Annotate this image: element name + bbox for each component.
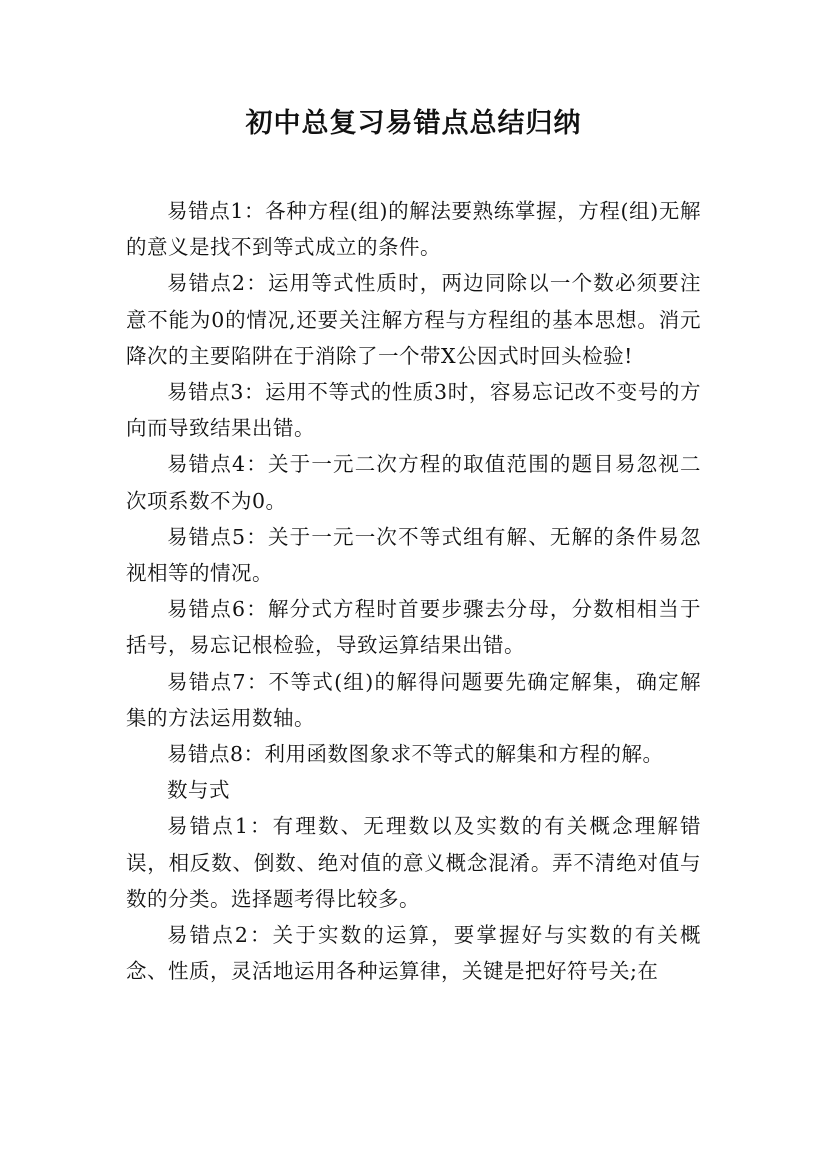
paragraph: 易错点5：关于一元一次不等式组有解、无解的条件易忽视相等的情况。 bbox=[126, 524, 701, 586]
paragraph: 易错点1：各种方程(组)的解法要熟练掌握，方程(组)无解的意义是找不到等式成立的条件。 bbox=[126, 199, 701, 260]
section-heading: 数与式 bbox=[167, 778, 230, 803]
paragraph: 易错点4：关于一元二次方程的取值范围的题目易忽视二次项系数不为0。 bbox=[126, 452, 701, 513]
document-body bbox=[126, 193, 701, 989]
paragraph: 易错点7：不等式(组)的解得问题要先确定解集，确定解集的方法运用数轴。 bbox=[126, 669, 701, 730]
paragraph: 易错点3：运用不等式的性质3时，容易忘记改不变号的方向而导致结果出错。 bbox=[126, 380, 701, 441]
paragraph: 易错点2：关于实数的运算，要掌握好与实数的有关概念、性质，灵活地运用各种运算律，关键是把好符号关;在 bbox=[126, 923, 701, 984]
paragraph: 易错点8：利用函数图象求不等式的解集和方程的解。 bbox=[167, 742, 664, 767]
paragraph: 易错点6：解分式方程时首要步骤去分母，分数相相当于括号，易忘记根检验，导致运算结果出错。 bbox=[126, 597, 701, 658]
paragraph: 易错点1：有理数、无理数以及实数的有关概念理解错误，相反数、倒数、绝对值的意义概念混淆。弄不清绝对值与数的分类。选择题考得比较多。 bbox=[126, 814, 701, 911]
paragraph: 易错点2：运用等式性质时，两边同除以一个数必须要注意不能为0的情况,还要关注解方程与方程组的基本思想。消元降次的主要陷阱在于消除了一个带X公因式时回头检验! bbox=[126, 271, 701, 368]
document-title: 初中总复习易错点总结归纳 bbox=[245, 108, 582, 139]
